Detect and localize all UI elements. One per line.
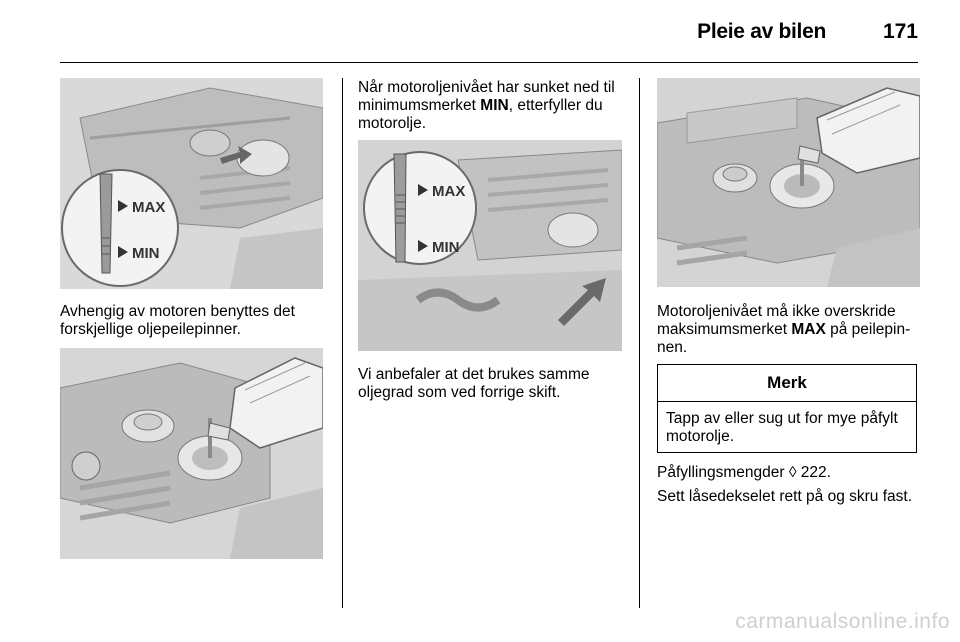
figure-engine-dipstick-1 — [60, 78, 323, 289]
engine-dipstick-illustration-2 — [358, 140, 622, 351]
page-reference-icon: ◊ — [788, 464, 797, 481]
column-divider-left — [342, 78, 343, 608]
note-title: Merk — [658, 365, 916, 402]
col2-paragraph-1-text-a: Når motoroljenivået har sunket ned til minimumsmerket — [358, 79, 615, 114]
capacities-page-reference: 222. — [796, 464, 831, 481]
page-header — [60, 14, 918, 63]
dipstick-2-min-label: MIN — [432, 239, 460, 256]
section-title: Pleie av bilen — [697, 20, 826, 43]
figure-oil-filling-1 — [60, 348, 323, 559]
note-text: Tapp av eller sug ut for mye påfylt motorolje. — [666, 410, 898, 445]
max-mark-term: MAX — [791, 321, 826, 338]
col3-paragraph-3: Sett låsedekselet rett på og skru fast. — [657, 488, 913, 505]
capacities-text: Påfyllingsmengder — [657, 464, 789, 481]
col1-paragraph-1: Avhengig av motoren benyttes det forskjellige oljepeilepinner. — [60, 303, 295, 338]
dipstick-2-max-label: MAX — [432, 183, 466, 200]
col2-paragraph-1 — [358, 79, 630, 133]
oil-filling-illustration-1 — [60, 348, 323, 559]
figure-oil-filling-2 — [657, 78, 920, 287]
engine-dipstick-illustration-1 — [60, 78, 323, 289]
dipstick-1-max-label: MAX — [132, 199, 166, 216]
figure-engine-dipstick-2 — [358, 140, 622, 351]
oil-filling-illustration-2 — [657, 78, 920, 287]
col2-paragraph-2: Vi anbefaler at det brukes samme oljegrad som ved forrige skift. — [358, 366, 590, 401]
col3-paragraph-1-text-c: på peilepinnen. — [657, 321, 911, 356]
col3-paragraph-1-text-a: Motoroljenivået må ikke overskride maksimumsmerket — [657, 303, 896, 338]
min-mark-term: MIN — [480, 97, 509, 114]
column-divider-right — [639, 78, 640, 608]
dipstick-1-min-label: MIN — [132, 245, 160, 262]
col3-paragraph-2 — [657, 464, 925, 482]
page-number: 171 — [882, 20, 918, 43]
note-box — [657, 364, 917, 453]
col3-paragraph-1 — [657, 303, 925, 357]
col2-paragraph-1-text-c: , etterfyller du motorolje. — [358, 97, 603, 132]
watermark: carmanualsonline.info — [735, 610, 950, 633]
